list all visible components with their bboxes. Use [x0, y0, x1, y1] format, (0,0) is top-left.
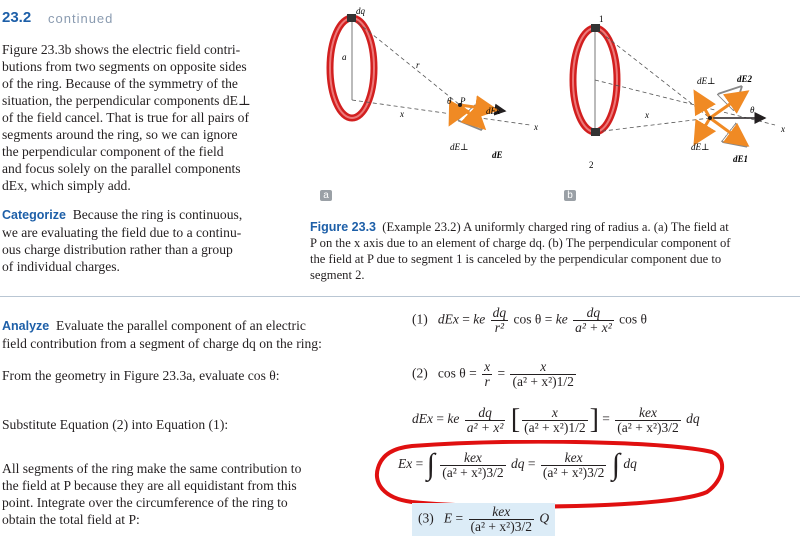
figure-b-diagram: [545, 0, 800, 185]
red-annotation-ellipse: [372, 440, 727, 512]
caption-label: Figure 23.3: [310, 220, 376, 234]
label-dq: dq: [356, 6, 365, 16]
fraction: [573, 306, 614, 335]
denominator: a² + x²: [575, 320, 612, 335]
figure-label-b: b: [564, 190, 576, 201]
numerator: kex: [463, 449, 482, 465]
label-P: P: [460, 96, 466, 106]
figure-label-a: a: [320, 190, 332, 201]
intro-line: the perpendicular component of the field: [2, 144, 224, 159]
caption-line: segment 2.: [310, 268, 365, 282]
denominator: r²: [494, 320, 505, 335]
label-dEperp: dE⊥: [450, 142, 469, 152]
fraction: [469, 505, 534, 534]
intro-line: situation, the perpendicular components dE⊥: [2, 93, 251, 108]
integrate-line: point. Integrate over the circumference of the ring to: [2, 495, 288, 510]
fraction: [510, 360, 575, 389]
label-dEx: dEx: [486, 106, 500, 116]
categorize-line: ous charge distribution rather than a group: [2, 242, 233, 257]
section-divider: [0, 296, 800, 297]
denominator: (a² + x²)3/2: [542, 464, 605, 480]
label-theta-b: θ: [750, 105, 755, 115]
label-dE1: dE1: [733, 154, 749, 164]
dq: dq: [686, 411, 700, 427]
label-x: x: [400, 109, 404, 119]
numerator: kex: [564, 449, 583, 465]
intro-line: dEx, which simply add.: [2, 178, 131, 193]
numerator: x: [551, 404, 558, 420]
eq1-ke: ke: [473, 311, 486, 327]
equation-3: (3) E = $\frac{\text{kex}}{\text{(a² + x²)3/2}}$ Q: [412, 503, 555, 536]
label-a: a: [342, 52, 347, 62]
label-r: r: [416, 60, 420, 70]
caption-line: P on the x axis due to an element of charge dq. (b) The perpendicular component of: [310, 236, 731, 250]
label-theta: θ: [447, 96, 452, 106]
Q: Q: [539, 510, 550, 526]
categorize-line: of individual charges.: [2, 259, 120, 274]
numerator: kex: [492, 504, 511, 519]
eq1-tag: (1): [412, 311, 428, 327]
label-2: 2: [589, 160, 594, 170]
dEx: dEx: [412, 411, 433, 427]
analyze-line: Evaluate the parallel component of an electric: [56, 318, 306, 333]
segment-2: [591, 128, 600, 136]
analyze-heading: Analyze: [2, 319, 50, 333]
label-dE2: dE2: [737, 74, 753, 84]
fraction: [491, 306, 509, 335]
cos-theta: cos θ: [513, 311, 542, 327]
integrate-line: obtain the total field at P:: [2, 512, 140, 527]
figure-a-diagram: [300, 0, 550, 185]
numerator: x: [540, 359, 547, 374]
label-dEperp-top: dE⊥: [697, 76, 716, 86]
equation-substituted: dEx = ke $\frac{dq}{\text{a² + x²}}$ [ $\frac{x}{\text{(a² + x²)1/2}}$ ] = $\frac{\text{kex}}{\text{(a² + x²)3/2}}$ dq: [412, 404, 700, 435]
label-x-axis: x: [534, 122, 538, 132]
dq: dq: [623, 456, 637, 472]
label-1: 1: [599, 14, 604, 24]
fraction: [482, 360, 492, 389]
label-x-b: x: [645, 110, 649, 120]
charge-element-dq: [347, 14, 356, 22]
step-substitute-text: Substitute Equation (2) into Equation (1):: [2, 417, 229, 432]
equation-integral: Ex = ∫ $\frac{\text{kex}}{\text{(a² + x²)3/2}}$ dq = $\frac{\text{kex}}{\text{(a² + x²)3/2}}$ ∫ dq: [398, 448, 637, 481]
cos-theta: cos θ: [437, 365, 466, 381]
caption-line: the field at P due to segment 1 is canceled by the perpendicular component due to: [310, 252, 722, 266]
integrate-line: All segments of the ring make the same contribution to: [2, 461, 302, 476]
numerator: dq: [492, 305, 507, 320]
denominator: (a² + x²)1/2: [524, 419, 586, 435]
analyze-line: field contribution from a segment of charge dq on the ring:: [2, 336, 322, 351]
section-number: 23.2: [2, 9, 32, 26]
eq1-dEx: dEx: [437, 311, 459, 327]
intro-line: of the field cancel. That is true for all pairs of: [2, 110, 249, 125]
step-integrate-text: [2, 460, 372, 528]
eq1-ke-2: ke: [555, 311, 568, 327]
equation-1: (1) dEx = ke $\frac{dq}{\text{r²}}$ cos θ = ke $\frac{dq}{\text{a² + x²}}$ cos θ: [412, 305, 647, 335]
equation-2: (2) cos θ = $\frac{x}{r}$ = $\frac{x}{\text{(a² + x²)1/2}}$: [412, 359, 574, 389]
intro-line: Figure 23.3b shows the electric field contri-: [2, 42, 241, 57]
denominator: (a² + x²)3/2: [470, 519, 532, 534]
denominator: (a² + x²)3/2: [442, 464, 504, 480]
eq2-tag: (2): [412, 365, 428, 381]
numerator: kex: [639, 404, 658, 420]
intro-paragraph: [2, 41, 287, 194]
ke: ke: [447, 411, 460, 427]
segment-1: [591, 24, 600, 32]
categorize-line: we are evaluating the field due to a continu-: [2, 225, 242, 240]
cos-theta: cos θ: [619, 311, 647, 327]
fraction: [615, 406, 680, 435]
numerator: dq: [478, 404, 492, 420]
categorize-paragraph: [2, 206, 292, 275]
numerator: dq: [586, 305, 601, 320]
intro-line: and focus solely on the parallel components: [2, 161, 241, 176]
dq: dq: [511, 456, 525, 472]
x-axis-line: [352, 100, 530, 125]
label-dEperp-bot: dE⊥: [691, 142, 710, 152]
intro-line: of the ring. Because of the symmetry of the: [2, 76, 238, 91]
integrate-line: the field at P because they are all equidistant from this: [2, 478, 297, 493]
label-dE: dE: [492, 150, 503, 160]
categorize-line: Because the ring is continuous,: [72, 207, 243, 222]
caption-line: (Example 23.2) A uniformly charged ring of radius a. (a) The field at: [382, 220, 729, 234]
step-geometry-text: From the geometry in Figure 23.3a, evaluate cos θ:: [2, 368, 280, 383]
label-x-axis-b: x: [781, 124, 785, 134]
intro-line: butions from two segments on opposite sides: [2, 59, 247, 74]
fraction: [465, 406, 506, 435]
analyze-paragraph: [2, 317, 392, 352]
denominator: a² + x²: [466, 419, 504, 435]
intro-line: segments around the ring, so we can ignore: [2, 127, 238, 142]
fraction: [522, 406, 587, 435]
Ex: Ex: [398, 456, 413, 472]
section-continued: continued: [48, 11, 114, 26]
denominator: (a² + x²)3/2: [617, 419, 679, 435]
eq3-tag: (3): [418, 510, 434, 526]
denominator: r: [484, 374, 490, 389]
figure-caption: [310, 219, 798, 283]
E: E: [443, 510, 453, 526]
categorize-heading: Categorize: [2, 208, 66, 222]
denominator: (a² + x²)1/2: [512, 374, 574, 389]
numerator: x: [484, 359, 491, 374]
